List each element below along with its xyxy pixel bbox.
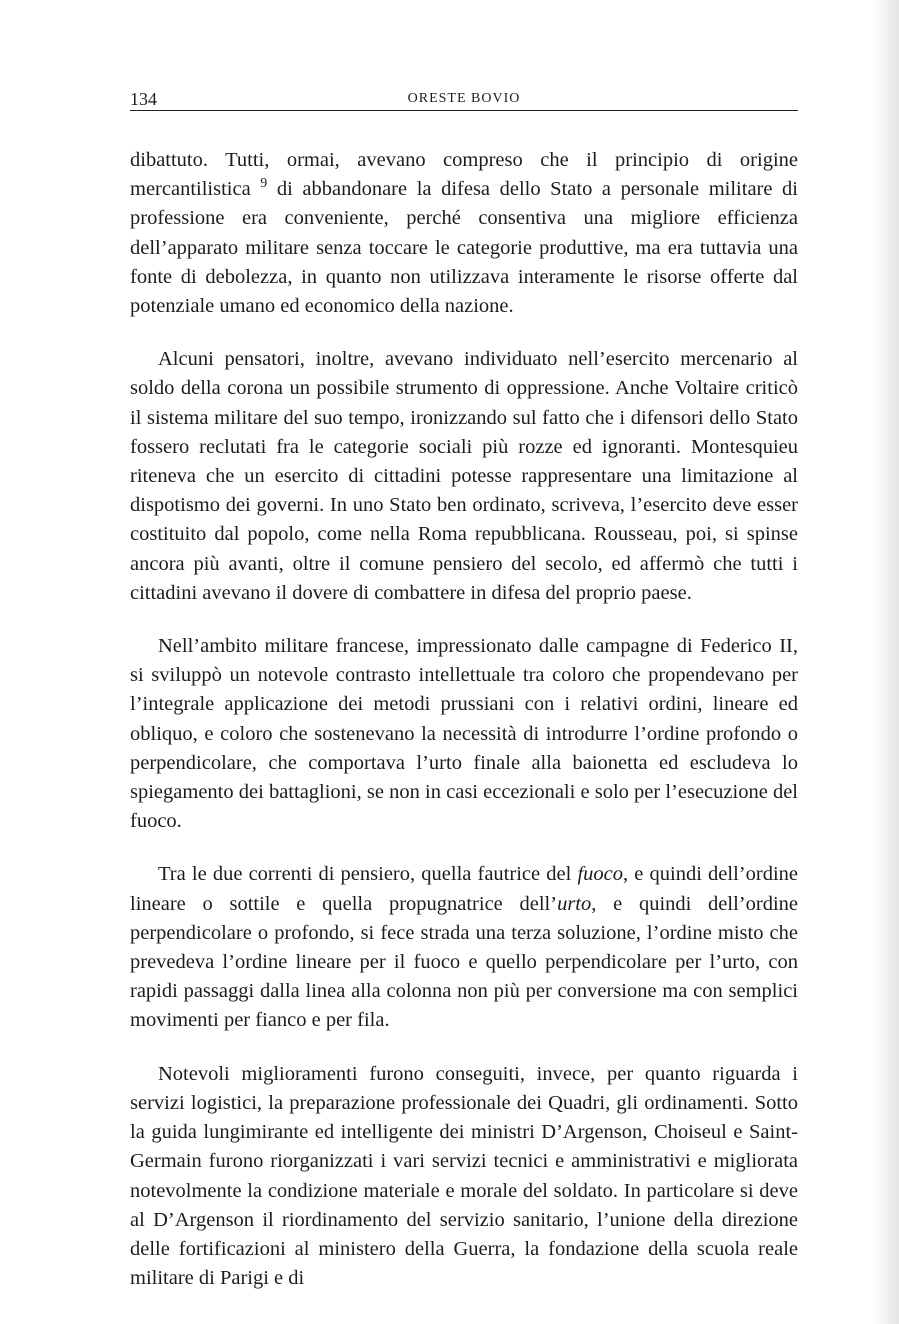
footnote-marker: 9: [260, 176, 268, 192]
page-number: 134: [130, 89, 157, 109]
paragraph-3: Nell’ambito militare francese, impressionato dalle campagne di Federico II, si sviluppò un notevole contrasto intellettuale tra coloro che propendevano per l’integrale applicazione dei metodi prussiani con i relativi ordini, lineare ed obliquo, e coloro che sostenevano la necessità di introdurre l’ordine profondo o perpendicolare, che comportava l’urto finale alla baionetta ed escludeva lo spiegamento dei battaglioni, se non in casi eccezionali e solo per l’esecuzione del fuoco.: [130, 635, 798, 833]
paragraph-2: Alcuni pensatori, inoltre, avevano individuato nell’esercito mercenario al soldo della corona un possibile strumento di oppressione. Anche Voltaire criticò il sistema militare del suo tempo, ironizzando sul fatto che i difensori dello Stato fossero reclutati fra le categorie sociali più rozze ed ignoranti. Montesquieu riteneva che un esercito di cittadini potesse rappresentare una limitazione al dispotismo dei governi. In uno Stato ben ordinato, scriveva, l’esercito deve esser costituito dal popolo, come nella Roma repubblicana. Rousseau, poi, si spinse ancora più avanti, oltre il comune pensiero del secolo, ed affermò che tutti i cittadini avevano il dovere di combattere in difesa del proprio paese.: [130, 348, 798, 604]
paragraph-5: Notevoli miglioramenti furono conseguiti, invece, per quanto riguarda i servizi logistici, la preparazione professionale dei Quadri, gli ordinamenti. Sotto la guida lungimirante ed intelligente dei ministri D’Argenson, Choiseul e Saint-Germain furono riorganizzati i vari servizi tecnici e amministrativi e migliorata notevolmente la condizione materiale e morale del soldato. In particolare si deve al D’Argenson il riordinamento del servizio sanitario, l’unione della direzione delle fortificazioni al ministero della Guerra, la fondazione della scuola reale militare di Parigi e di: [130, 1062, 798, 1290]
running-title: ORESTE BOVIO: [407, 91, 521, 106]
paragraph-1: [130, 146, 798, 321]
running-header: [130, 88, 798, 111]
paragraph-1-text-b: di abbandonare la difesa dello Stato a personale militare di professione era conveniente, perché consentiva una migliore efficienza dell’apparato militare senza toccare le categorie produttive, ma era tuttavia una fonte di debolezza, in quanto non utilizzava interamente le risorse offerte dal potenziale umano ed economico della nazione.: [130, 178, 799, 318]
paragraph-4-text-b: , e quindi dell’ordine lineare o sottile e quella propugnatrice dell’: [130, 863, 798, 915]
scan-edge-shadow: [873, 0, 899, 1324]
paragraph-4-text-a: Tra le due correnti di pensiero, quella fautrice del: [158, 863, 578, 886]
italic-term-fuoco: fuoco: [577, 863, 623, 886]
italic-term-urto: urto: [557, 892, 592, 915]
paragraph-4-text-c: , e quindi dell’ordine perpendicolare o profondo, si fece strada una terza soluzione, l’ordine misto che prevedeva l’ordine lineare per il fuoco e quello perpendicolare per l’urto, con rapidi passaggi dalla linea alla colonna non più per conversione ma con semplici movimenti per fianco e per fila.: [130, 892, 798, 1032]
paragraph-1-text-a: dibattuto. Tutti, ormai, avevano compreso che il principio di origine mercantilistica: [130, 149, 798, 201]
body-text: [130, 146, 798, 1317]
paragraph-4: [130, 860, 798, 1035]
